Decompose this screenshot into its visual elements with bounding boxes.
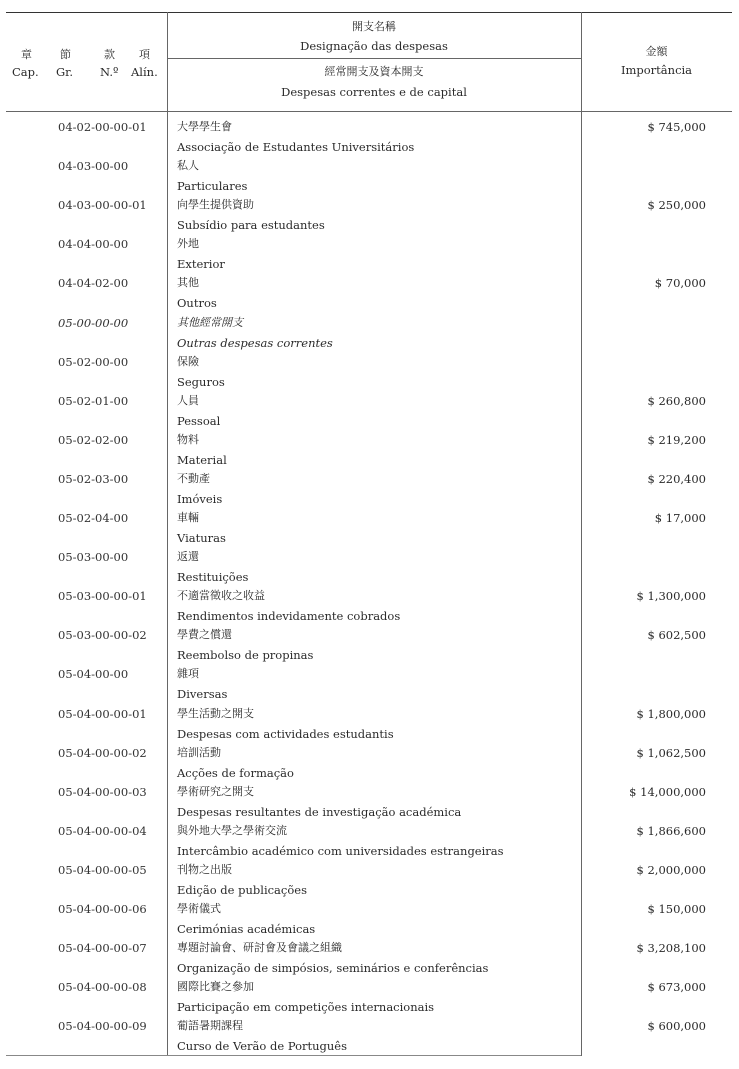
row-amount: $ 1,300,000 [636, 589, 706, 604]
row-designation-pt: Material [177, 452, 227, 467]
row-designation-pt: Imóveis [177, 491, 223, 506]
row-designation-zh: 人員 [177, 393, 199, 407]
row-code: 05-02-03-00 [58, 471, 129, 486]
row-code: 05-02-00-00 [58, 354, 129, 369]
table-row [6, 548, 732, 587]
row-code: 05-04-00-00-05 [58, 862, 147, 877]
row-amount: $ 1,062,500 [636, 745, 706, 760]
row-code: 05-00-00-00 [58, 315, 129, 330]
row-designation-zh: 不適當徵收之收益 [177, 589, 265, 603]
table-row [6, 861, 732, 900]
row-code: 05-03-00-00-02 [58, 628, 147, 643]
table-row [6, 470, 732, 509]
row-code: 05-04-00-00-08 [58, 980, 147, 995]
row-designation-pt: Outras despesas correntes [177, 335, 333, 350]
row-designation-zh: 學術研究之開支 [177, 784, 254, 798]
row-designation-zh: 私人 [177, 159, 199, 173]
header-cap-zh: 章 [21, 48, 32, 61]
table-row [6, 392, 732, 431]
row-code: 05-02-01-00 [58, 393, 129, 408]
row-code: 05-04-00-00-03 [58, 784, 147, 799]
table-row [6, 235, 732, 274]
row-designation-zh: 保險 [177, 354, 199, 368]
row-designation-zh: 外地 [177, 237, 199, 251]
row-code: 05-02-04-00 [58, 511, 129, 525]
row-designation-pt: Diversas [177, 687, 228, 702]
table-row [6, 274, 732, 313]
row-code: 04-04-00-00 [58, 237, 129, 252]
row-amount: $ 600,000 [647, 1019, 706, 1034]
row-designation-pt: Rendimentos indevidamente cobrados [177, 609, 401, 624]
row-designation-pt: Despesas com actividades estudantis [177, 726, 394, 741]
table-row [6, 822, 732, 861]
table-row [6, 353, 732, 392]
row-designation-zh: 其他經常開支 [177, 315, 243, 329]
table-row [6, 509, 732, 548]
row-amount: $ 1,866,600 [636, 823, 706, 838]
header-alin-pt: Alín. [131, 65, 158, 79]
row-designation-pt: Intercâmbio académico com universidades estrangeiras [177, 843, 504, 858]
row-code: 04-04-02-00 [58, 276, 129, 291]
row-designation-zh: 雜項 [177, 667, 199, 681]
row-amount: $ 14,000,000 [629, 784, 706, 799]
row-designation-zh: 其他 [177, 276, 199, 290]
header-designation-zh: 開支名稱 [352, 20, 396, 33]
row-code: 05-04-00-00-02 [58, 745, 147, 760]
row-amount: $ 250,000 [647, 198, 706, 213]
row-amount: $ 260,800 [647, 393, 706, 408]
table-row [6, 978, 732, 1017]
header-designation-pt: Designação das despesas [300, 39, 448, 53]
row-designation-pt: Edição de publicações [177, 882, 307, 897]
row-designation-zh: 返還 [177, 550, 199, 564]
row-designation-zh: 葡語暑期課程 [177, 1019, 243, 1033]
row-designation-pt: Organização de simpósios, seminários e conferências [177, 961, 489, 976]
row-designation-pt: Exterior [177, 257, 225, 272]
row-designation-zh: 車輛 [177, 511, 199, 524]
table-row [6, 939, 732, 978]
row-designation-pt: Restituições [177, 570, 249, 585]
table-row [6, 626, 732, 665]
row-amount: $ 602,500 [647, 628, 706, 643]
row-designation-pt: Curso de Verão de Português [177, 1039, 348, 1054]
row-designation-zh: 向學生提供資助 [177, 198, 254, 212]
header-subtitle-zh: 經常開支及資本開支 [324, 65, 424, 78]
row-designation-zh: 與外地大學之學術交流 [177, 823, 287, 837]
table-row [6, 118, 732, 157]
row-code: 05-03-00-00-01 [58, 589, 147, 604]
header-amount-zh: 金額 [645, 45, 668, 58]
header-gr-zh: 節 [60, 48, 71, 61]
table-row [6, 431, 732, 470]
row-code: 05-04-00-00-09 [58, 1019, 147, 1034]
row-code: 05-02-02-00 [58, 432, 129, 447]
row-designation-zh: 刊物之出版 [177, 862, 232, 876]
row-designation-pt: Despesas resultantes de investigação académica [177, 804, 462, 819]
header-no-zh: 款 [104, 48, 115, 61]
row-amount: $ 17,000 [654, 511, 706, 525]
row-designation-pt: Outros [177, 296, 217, 311]
row-designation-pt: Viaturas [177, 531, 226, 545]
table-row [6, 744, 732, 783]
row-designation-pt: Subsídio para estudantes [177, 218, 325, 233]
table-row [6, 196, 732, 235]
header-no-pt: N.º [100, 65, 119, 79]
row-designation-pt: Seguros [177, 374, 225, 389]
row-code: 05-04-00-00-07 [58, 941, 147, 956]
row-designation-pt: Associação de Estudantes Universitários [177, 140, 415, 154]
row-designation-zh: 學生活動之開支 [177, 706, 254, 720]
row-code: 04-03-00-00-01 [58, 198, 147, 213]
row-designation-zh: 專題討論會、研討會及會議之組織 [177, 941, 342, 955]
row-code: 05-03-00-00 [58, 550, 129, 565]
table-row [6, 665, 732, 704]
row-designation-pt: Reembolso de propinas [177, 648, 314, 663]
table-row [6, 705, 732, 744]
row-amount: $ 219,200 [647, 432, 706, 447]
row-designation-zh: 學術儀式 [177, 902, 221, 915]
table-row [6, 1017, 732, 1056]
row-amount: $ 70,000 [654, 276, 706, 291]
header-divider [6, 111, 732, 112]
row-designation-pt: Particulares [177, 179, 248, 194]
table-row [6, 587, 732, 626]
row-designation-pt: Acções de formação [177, 765, 294, 780]
row-designation-zh: 培訓活動 [177, 745, 221, 759]
table-row [6, 900, 732, 939]
designation-subheader-divider [167, 58, 581, 59]
row-code: 04-02-00-00-01 [58, 120, 147, 134]
row-amount: $ 150,000 [647, 902, 706, 916]
row-amount: $ 1,800,000 [636, 706, 706, 721]
row-amount: $ 220,400 [647, 471, 706, 486]
row-amount: $ 673,000 [647, 980, 706, 995]
row-designation-zh: 國際比賽之參加 [177, 980, 254, 994]
budget-table [6, 12, 732, 1056]
header-alin-zh: 項 [139, 48, 150, 61]
row-designation-zh: 學費之償還 [177, 628, 232, 642]
header-subtitle-pt: Despesas correntes e de capital [281, 85, 467, 99]
header-gr-pt: Gr. [56, 65, 74, 79]
table-row [6, 783, 732, 822]
row-designation-zh: 不動產 [177, 471, 210, 485]
table-row [6, 157, 732, 196]
table-row [6, 314, 732, 353]
row-designation-pt: Pessoal [177, 413, 221, 428]
row-code: 05-04-00-00-01 [58, 706, 147, 721]
row-amount: $ 3,208,100 [636, 941, 706, 956]
row-designation-pt: Participação em competições internacionais [177, 1000, 435, 1015]
row-code: 05-04-00-00 [58, 667, 129, 682]
row-amount: $ 2,000,000 [636, 862, 706, 877]
row-designation-zh: 大學學生會 [177, 120, 232, 133]
row-designation-pt: Cerimónias académicas [177, 922, 316, 936]
header-amount-pt: Importância [620, 63, 693, 77]
row-code: 05-04-00-00-06 [58, 902, 147, 916]
row-designation-zh: 物料 [177, 432, 199, 446]
row-code: 05-04-00-00-04 [58, 823, 147, 838]
row-code: 04-03-00-00 [58, 159, 129, 174]
row-amount: $ 745,000 [647, 120, 706, 134]
header-cap-pt: Cap. [12, 65, 39, 79]
